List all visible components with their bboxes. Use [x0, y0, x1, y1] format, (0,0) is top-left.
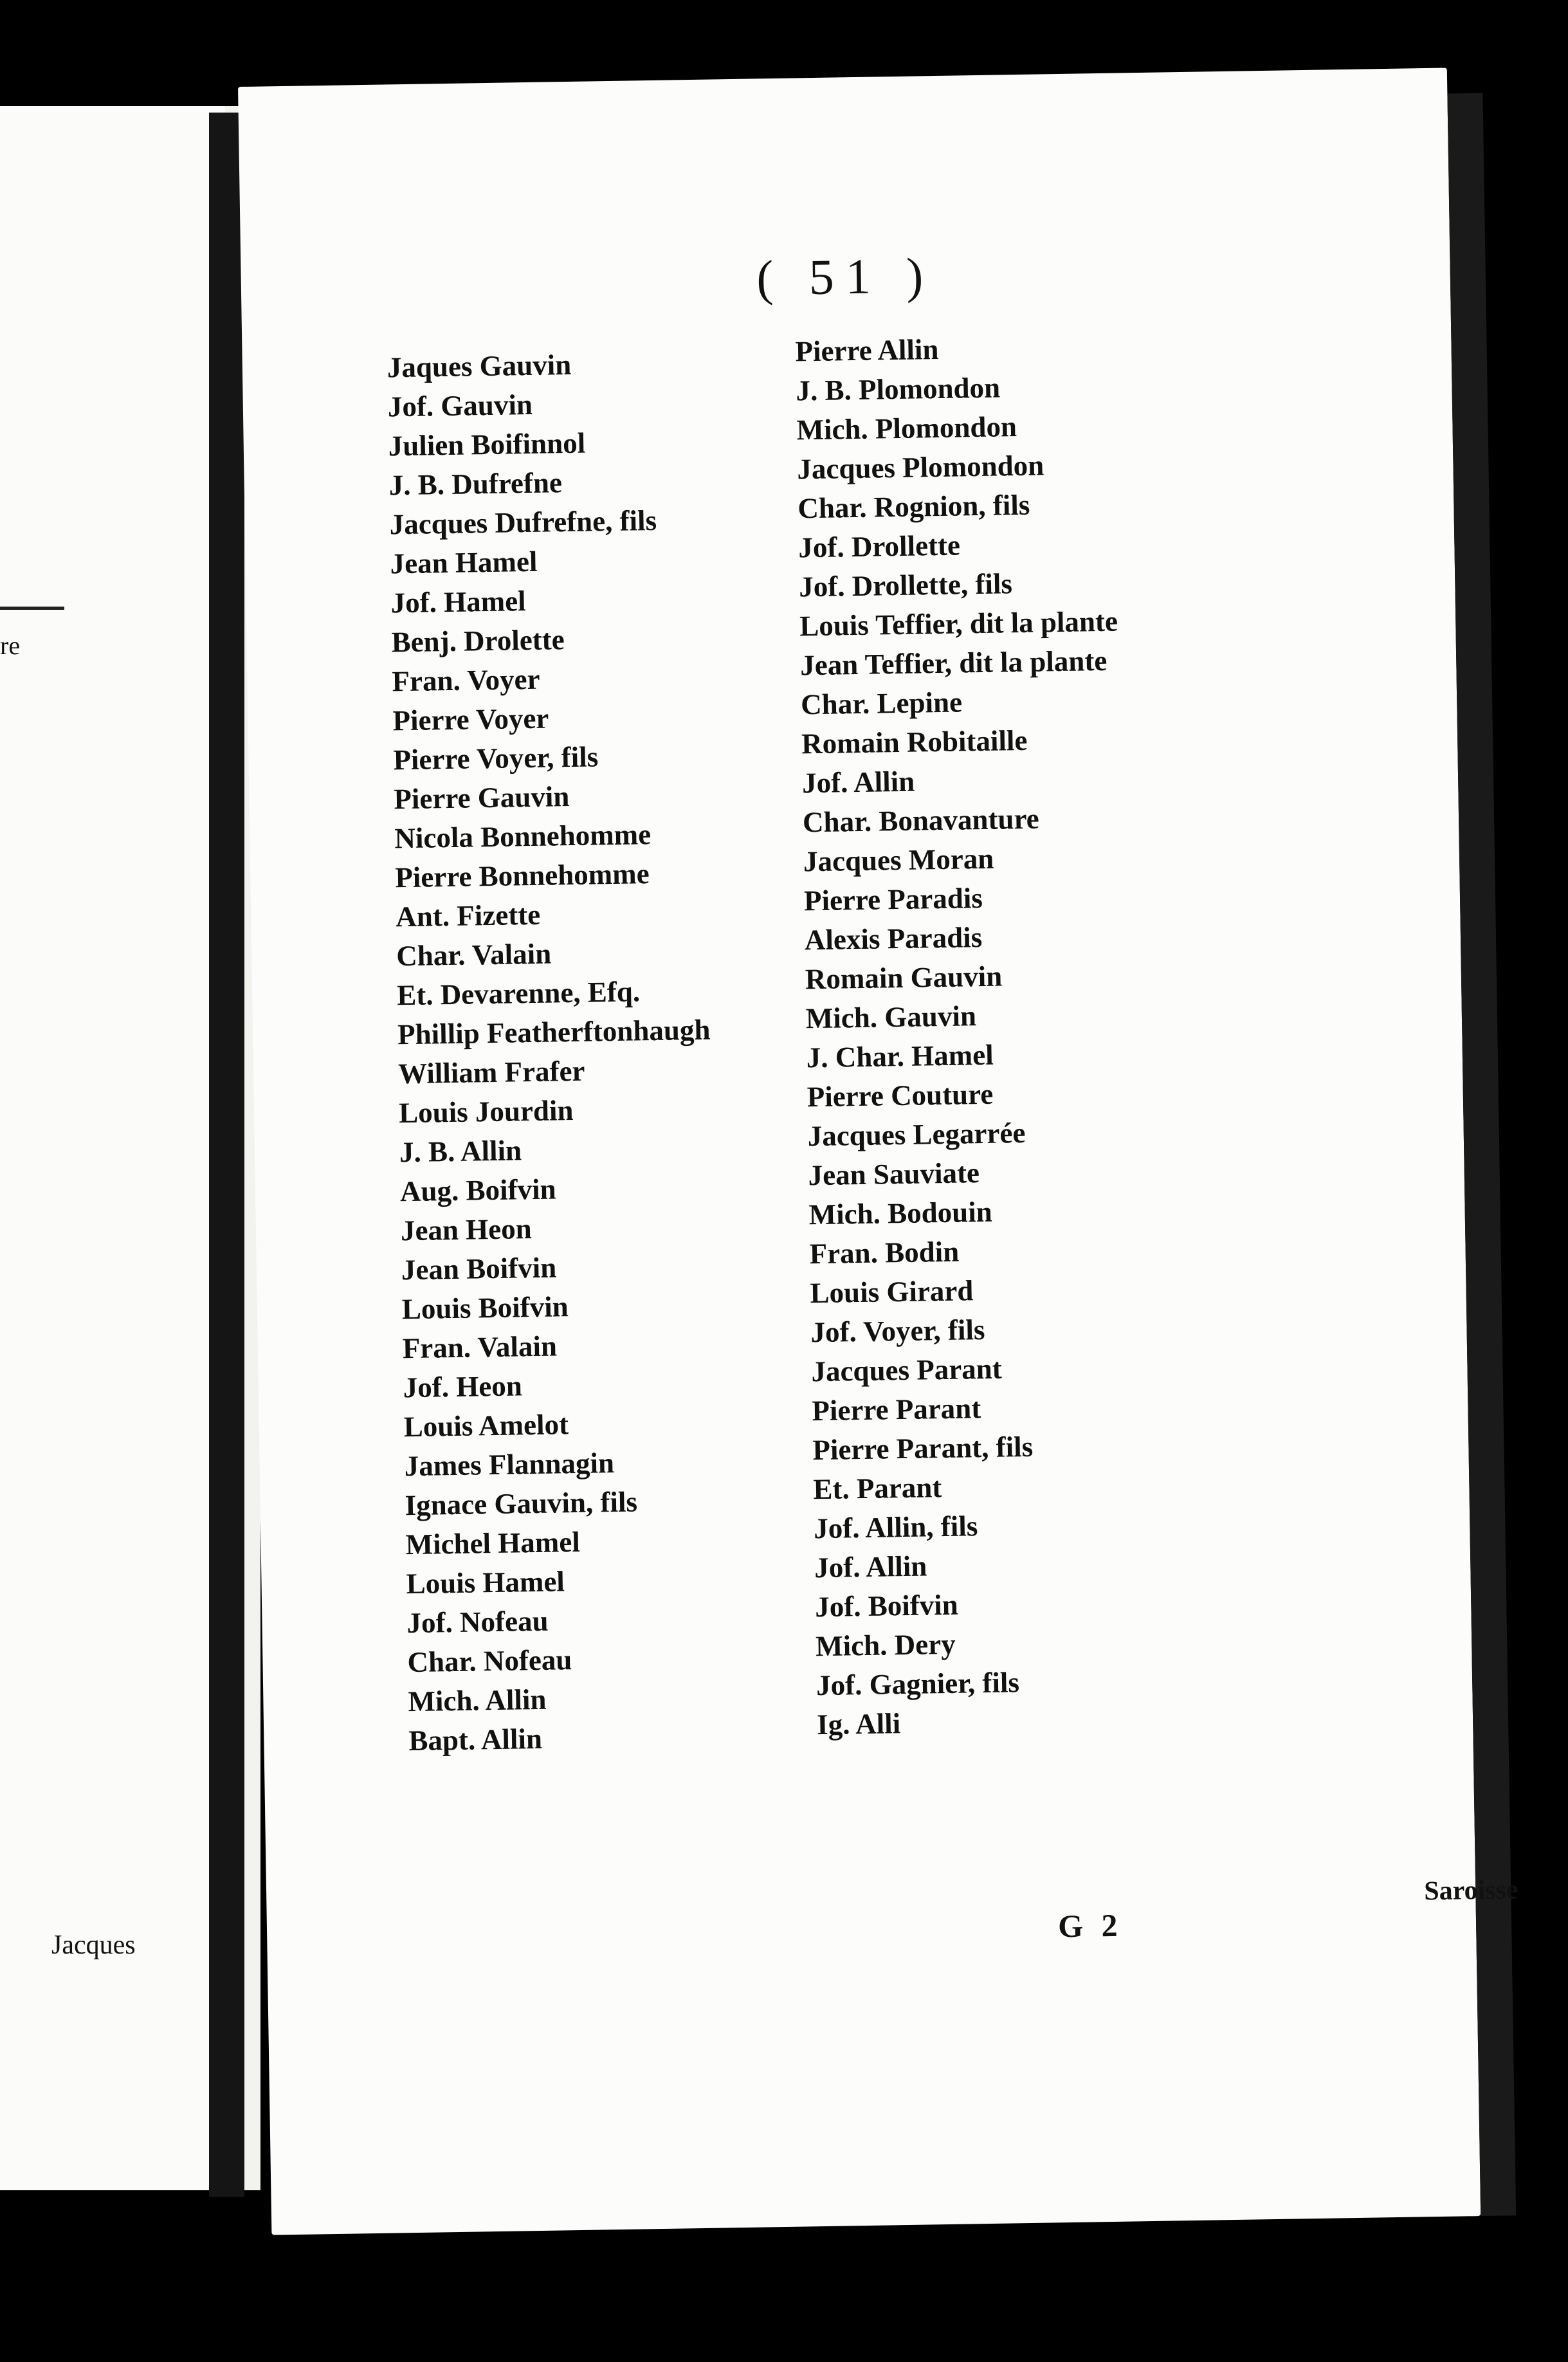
name-entry: Jacques Dufrefne, fils [389, 504, 657, 541]
name-entry: Pierre Allin [795, 333, 939, 368]
name-entry: Char. Nofeau [407, 1643, 572, 1679]
name-entry: Pierre Parant [812, 1392, 981, 1427]
name-entry: Aug. Boifvin [399, 1173, 556, 1208]
name-entry: Jean Sauviate [808, 1157, 980, 1192]
name-entry: Julien Boifinnol [388, 426, 586, 462]
name-entry: Pierre Paradis [803, 881, 983, 917]
name-entry: Pierre Voyer, fils [393, 740, 599, 776]
name-entry: Louis Jourdin [398, 1094, 574, 1130]
name-entry: Mich. Plomondon [796, 410, 1017, 446]
name-entry: Jacques Parant [811, 1352, 1003, 1388]
name-entry: Pierre Bonnehomme [394, 857, 650, 894]
left-page-fragment: re [0, 631, 21, 660]
name-entry: Jof. Heon [403, 1369, 523, 1404]
name-entry: Romain Gauvin [805, 960, 1003, 996]
name-entry: Phillip Featherftonhaugh [397, 1013, 711, 1051]
name-entry: Nicola Bonnehomme [394, 818, 652, 855]
name-entry: Et. Parant [812, 1471, 942, 1506]
name-entry: Ig. Alli [816, 1707, 901, 1741]
name-entry: Mich. Bodouin [808, 1195, 993, 1231]
name-entry: James Flannagin [404, 1447, 615, 1483]
name-entry: Alexis Paradis [804, 920, 983, 957]
name-entry: Et. Devarenne, Efq. [396, 975, 641, 1012]
name-entry: Jof. Drollette, fils [798, 567, 1013, 603]
name-entry: Jof. Voyer, fils [810, 1313, 985, 1349]
name-entry: Char. Rognion, fils [798, 488, 1030, 525]
name-entry: Louis Girard [810, 1274, 974, 1310]
name-entry: Jacques Moran [803, 842, 994, 878]
name-entry: Fran. Valain [402, 1330, 558, 1365]
name-entry: Louis Boifvin [401, 1290, 569, 1326]
name-entry: Jacques Legarrée [807, 1116, 1026, 1153]
name-entry: Louis Teffier, dit la plante [799, 605, 1118, 643]
name-entry: Jof. Gagnier, fils [816, 1666, 1020, 1702]
book-gutter [209, 113, 244, 2197]
name-entry: Pierre Gauvin [394, 780, 570, 816]
left-page-catchword: Jacques [51, 1930, 136, 1960]
left-page-rule [0, 607, 64, 610]
name-entry: J. Char. Hamel [806, 1038, 994, 1074]
catchword: Saroisse [1423, 1875, 1518, 1907]
name-entry: Michel Hamel [405, 1525, 581, 1561]
name-entry: Jean Heon [400, 1213, 533, 1247]
name-column-right [795, 327, 1135, 1744]
name-entry: Pierre Voyer [392, 702, 549, 737]
name-entry: Ignace Gauvin, fils [405, 1485, 638, 1522]
name-entry: Char. Valain [396, 937, 552, 973]
signature-mark: G 2 [1057, 1907, 1123, 1945]
name-entry: Jean Boifvin [401, 1251, 557, 1286]
name-entry: Jean Hamel [390, 545, 538, 580]
name-entry: Char. Lepine [800, 686, 963, 721]
name-entry: Pierre Parant, fils [812, 1430, 1034, 1467]
name-entry: Jaques Gauvin [387, 348, 572, 384]
name-entry: Bapt. Allin [408, 1722, 543, 1757]
name-entry: Jof. Hamel [390, 585, 526, 619]
name-entry: J. B. Dufrefne [388, 466, 563, 502]
name-entry: Louis Hamel [406, 1565, 565, 1600]
name-entry: J. B. Plomondon [796, 371, 1001, 407]
name-entry: Jof. Drollette [798, 529, 961, 564]
name-entry: Mich. Gauvin [805, 1000, 977, 1035]
name-entry: Jof. Boifvin [814, 1588, 959, 1624]
name-entry: Fran. Voyer [392, 663, 540, 698]
name-entry: Pierre Couture [807, 1077, 994, 1113]
name-entry: Jacques Plomondon [797, 449, 1044, 486]
name-entry: Jof. Allin [801, 765, 915, 800]
name-entry: William Frafer [397, 1054, 585, 1090]
name-entry: Jof. Allin, fils [813, 1510, 978, 1545]
name-entry: Benj. Drolette [391, 623, 565, 659]
name-column-left [387, 343, 722, 1761]
name-entry: Romain Robitaille [801, 724, 1028, 760]
main-page [238, 68, 1518, 2235]
name-entry: Jof. Allin [814, 1550, 927, 1584]
name-entry: Jof. Nofeau [406, 1604, 549, 1640]
name-entry: Mich. Dery [815, 1627, 956, 1663]
name-entry: Jean Teffier, dit la plante [799, 644, 1108, 682]
name-entry: Ant. Fizette [395, 898, 541, 933]
page-number-header: ( 51 ) [756, 247, 935, 306]
name-entry: J. B. Allin [399, 1134, 522, 1169]
name-entry: Char. Bonavanture [802, 802, 1040, 839]
name-entry: Jof. Gauvin [387, 388, 533, 423]
name-entry: Louis Amelot [403, 1408, 569, 1443]
name-entry: Mich. Allin [408, 1683, 547, 1718]
name-entry: Fran. Bodin [809, 1235, 960, 1270]
